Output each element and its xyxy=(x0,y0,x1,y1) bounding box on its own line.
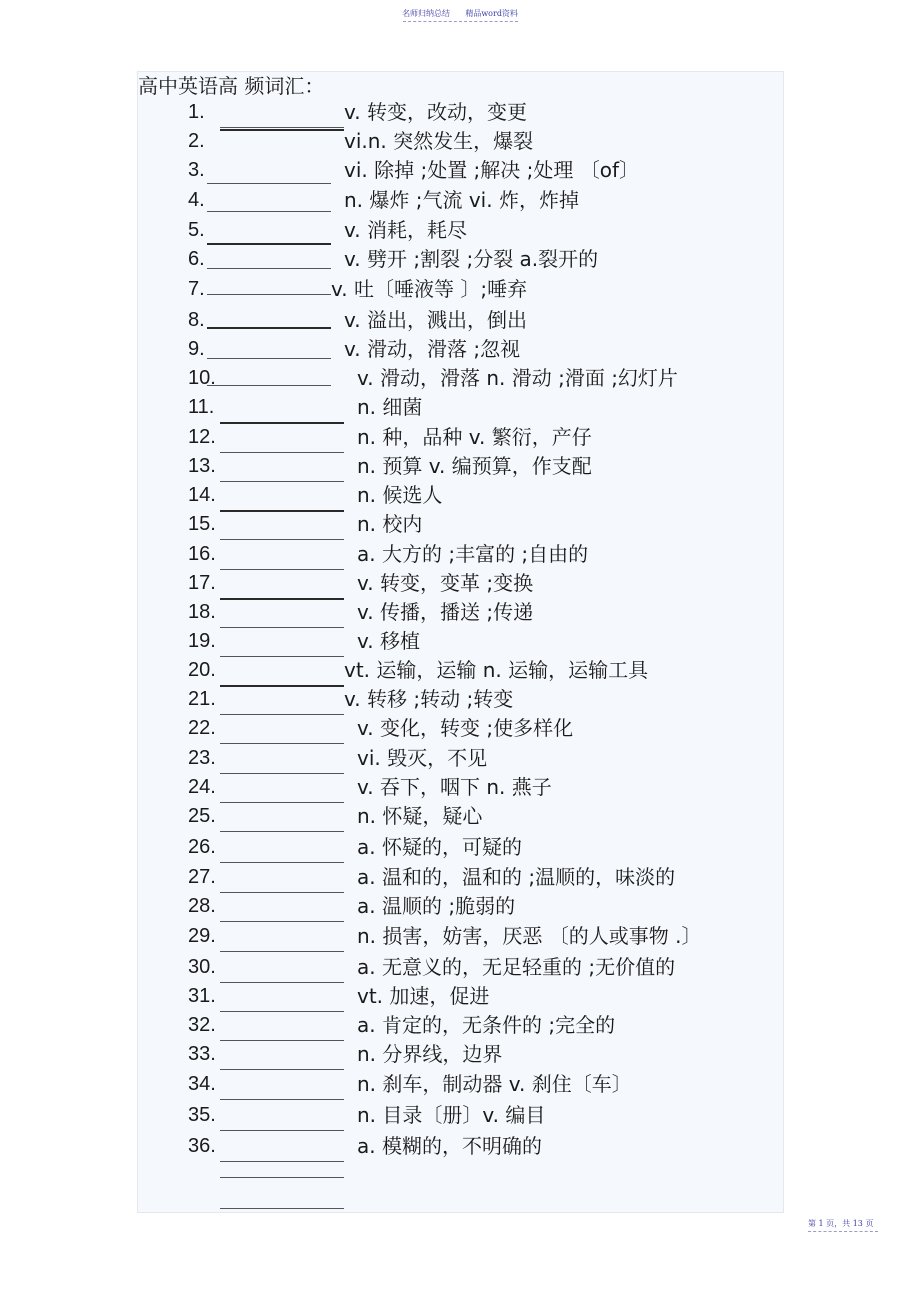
vocab-item: 12. n. 种，品种 v. 繁衍，产仔 xyxy=(0,424,920,454)
vocab-item: 9. v. 滑动，滑落 ;忽视 xyxy=(188,337,521,361)
item-definition: a. 温顺的 ;脆弱的 xyxy=(357,894,516,918)
item-definition: v. 吐〔唾液等 〕;唾弃 xyxy=(331,277,528,301)
answer-blank[interactable] xyxy=(220,743,344,744)
vocab-item: 35. n. 目录〔册〕v. 编目 xyxy=(0,1102,920,1132)
vocab-item: 32. a. 肯定的，无条件的 ;完全的 xyxy=(0,1012,920,1042)
item-definition: n. 刹车，制动器 v. 刹住〔车〕 xyxy=(357,1072,632,1096)
item-definition: v. 吞下，咽下 n. 燕子 xyxy=(357,775,552,799)
item-definition: n. 细菌 xyxy=(357,395,423,419)
vocab-item: 2. vi.n. 突然发生，爆裂 xyxy=(188,129,534,153)
item-definition: n. 校内 xyxy=(357,512,423,536)
answer-blank[interactable] xyxy=(207,211,331,212)
answer-blank[interactable] xyxy=(220,1130,344,1131)
vocab-item: 15. n. 校内 xyxy=(0,511,920,541)
vocab-item: 27. a. 温和的，温和的 ;温顺的，味淡的 xyxy=(0,864,920,894)
header-right-text: 精品word资料 xyxy=(465,9,518,18)
header-left-text: 名师归纳总结 xyxy=(402,9,451,18)
vocab-item: 5. v. 消耗，耗尽 xyxy=(0,217,920,247)
item-definition: vt. 加速，促进 xyxy=(357,984,490,1008)
vocab-item: 18. v. 传播，播送 ;传递 xyxy=(0,599,920,629)
vocab-item: 11. n. 细菌 xyxy=(0,394,920,424)
item-definition: a. 怀疑的，可疑的 xyxy=(357,835,522,859)
vocab-item: 34. n. 刹车，制动器 v. 刹住〔车〕 xyxy=(0,1071,920,1101)
item-definition: v. 变化，转变 ;使多样化 xyxy=(357,716,574,740)
item-definition: a. 无意义的，无足轻重的 ;无价值的 xyxy=(357,955,676,979)
vocab-item: 4. n. 爆炸 ;气流 vi. 炸，炸掉 xyxy=(188,188,579,212)
answer-blank[interactable] xyxy=(220,127,344,128)
item-definition: a. 模糊的，不明确的 xyxy=(357,1134,542,1158)
item-definition: n. 候选人 xyxy=(357,483,443,507)
item-definition: n. 预算 v. 编预算，作支配 xyxy=(357,454,592,478)
answer-blank[interactable] xyxy=(207,385,331,386)
vocab-item: 19. v. 移植 xyxy=(0,628,920,658)
item-definition: n. 怀疑，疑心 xyxy=(357,804,483,828)
item-definition: a. 大方的 ;丰富的 ;自由的 xyxy=(357,542,589,566)
answer-blank-extra xyxy=(220,1208,344,1209)
item-definition: vi.n. 突然发生，爆裂 xyxy=(344,129,534,153)
vocab-item: 22. v. 变化，转变 ;使多样化 xyxy=(0,715,920,745)
vocab-item: 30. a. 无意义的，无足轻重的 ;无价值的 xyxy=(0,954,920,984)
item-definition: n. 损害，妨害，厌恶 〔的人或事物 .〕 xyxy=(357,924,702,948)
answer-blank[interactable] xyxy=(207,294,331,295)
vocab-item: 8. v. 溢出，溅出，倒出 xyxy=(188,308,527,332)
vocab-item: 20. vt. 运输，运输 n. 运输，运输工具 xyxy=(0,657,920,687)
answer-blank[interactable] xyxy=(220,1161,344,1162)
item-definition: vi. 除掉 ;处置 ;解决 ;处理 〔of〕 xyxy=(344,158,640,182)
item-definition: v. 溢出，溅出，倒出 xyxy=(344,308,527,332)
item-definition: v. 消耗，耗尽 xyxy=(344,218,467,242)
page-header xyxy=(0,8,920,19)
answer-blank-extra xyxy=(220,1177,344,1178)
vocab-item: 26. a. 怀疑的，可疑的 xyxy=(0,834,920,864)
item-definition: n. 分界线，边界 xyxy=(357,1042,503,1066)
answer-blank[interactable] xyxy=(220,539,344,540)
item-definition: n. 目录〔册〕v. 编目 xyxy=(357,1103,546,1127)
page-number: 第 1 页，共 13 页 xyxy=(808,1219,874,1228)
vocab-item: 24. v. 吞下，咽下 n. 燕子 xyxy=(0,774,920,804)
item-definition: n. 种，品种 v. 繁衍，产仔 xyxy=(357,425,592,449)
vocab-item: 16. a. 大方的 ;丰富的 ;自由的 xyxy=(0,541,920,571)
vocab-item: 13. n. 预算 v. 编预算，作支配 xyxy=(0,453,920,483)
item-definition: a. 温和的，温和的 ;温顺的，味淡的 xyxy=(357,865,676,889)
item-definition: v. 转变，改动，变更 xyxy=(344,100,527,124)
vocab-item: 21. v. 转移 ;转动 ;转变 xyxy=(0,686,920,716)
answer-blank[interactable] xyxy=(207,183,331,184)
vocab-item: 17. v. 转变，变革 ;变换 xyxy=(0,570,920,600)
page-title: 高中英语高 频词汇： xyxy=(138,74,325,98)
answer-blank[interactable] xyxy=(207,243,331,245)
vocab-item: 33. n. 分界线，边界 xyxy=(0,1041,920,1071)
answer-blank[interactable] xyxy=(207,268,331,269)
item-definition: v. 劈开 ;割裂 ;分裂 a.裂开的 xyxy=(344,247,599,271)
item-definition: vt. 运输，运输 n. 运输，运输工具 xyxy=(344,658,649,682)
item-definition: v. 传播，播送 ;传递 xyxy=(357,600,534,624)
item-definition: vi. 毁灭，不见 xyxy=(357,746,488,770)
answer-blank[interactable] xyxy=(220,862,344,863)
vocab-item: 14. n. 候选人 xyxy=(0,482,920,512)
vocab-item: 28. a. 温顺的 ;脆弱的 xyxy=(0,893,920,923)
item-definition: v. 转移 ;转动 ;转变 xyxy=(344,687,514,711)
footer-divider xyxy=(808,1231,878,1232)
vocab-item: 36. a. 模糊的，不明确的 xyxy=(0,1133,920,1163)
answer-blank[interactable] xyxy=(207,327,331,329)
vocab-item: 6. v. 劈开 ;割裂 ;分裂 a.裂开的 xyxy=(188,247,599,271)
answer-blank[interactable] xyxy=(220,921,344,922)
answer-blank[interactable] xyxy=(220,831,344,832)
item-definition: n. 爆炸 ;气流 vi. 炸，炸掉 xyxy=(344,188,579,212)
vocab-item: 25. n. 怀疑，疑心 xyxy=(0,803,920,833)
header-divider xyxy=(403,21,518,22)
vocab-item: 10. v. 滑动，滑落 n. 滑动 ;滑面 ;幻灯片 xyxy=(188,366,678,390)
answer-blank[interactable] xyxy=(220,1099,344,1100)
answer-blank[interactable] xyxy=(220,1069,344,1070)
vocab-item: 7. v. 吐〔唾液等 〕;唾弃 xyxy=(188,277,528,301)
answer-blank[interactable] xyxy=(207,358,331,359)
vocab-item: 23. vi. 毁灭，不见 xyxy=(0,745,920,775)
item-definition: v. 转变，变革 ;变换 xyxy=(357,571,534,595)
vocab-item: 29. n. 损害，妨害，厌恶 〔的人或事物 .〕 xyxy=(0,923,920,953)
item-definition: v. 滑动，滑落 ;忽视 xyxy=(344,337,521,361)
item-definition: a. 肯定的，无条件的 ;完全的 xyxy=(357,1013,616,1037)
vocab-item: 31. vt. 加速，促进 xyxy=(0,983,920,1013)
vocab-item: 3. vi. 除掉 ;处置 ;解决 ;处理 〔of〕 xyxy=(188,158,640,182)
item-definition: v. 滑动，滑落 n. 滑动 ;滑面 ;幻灯片 xyxy=(357,366,678,390)
vocab-item: 1. v. 转变，改动，变更 xyxy=(0,99,920,129)
answer-blank[interactable] xyxy=(220,951,344,952)
item-definition: v. 移植 xyxy=(357,629,420,653)
